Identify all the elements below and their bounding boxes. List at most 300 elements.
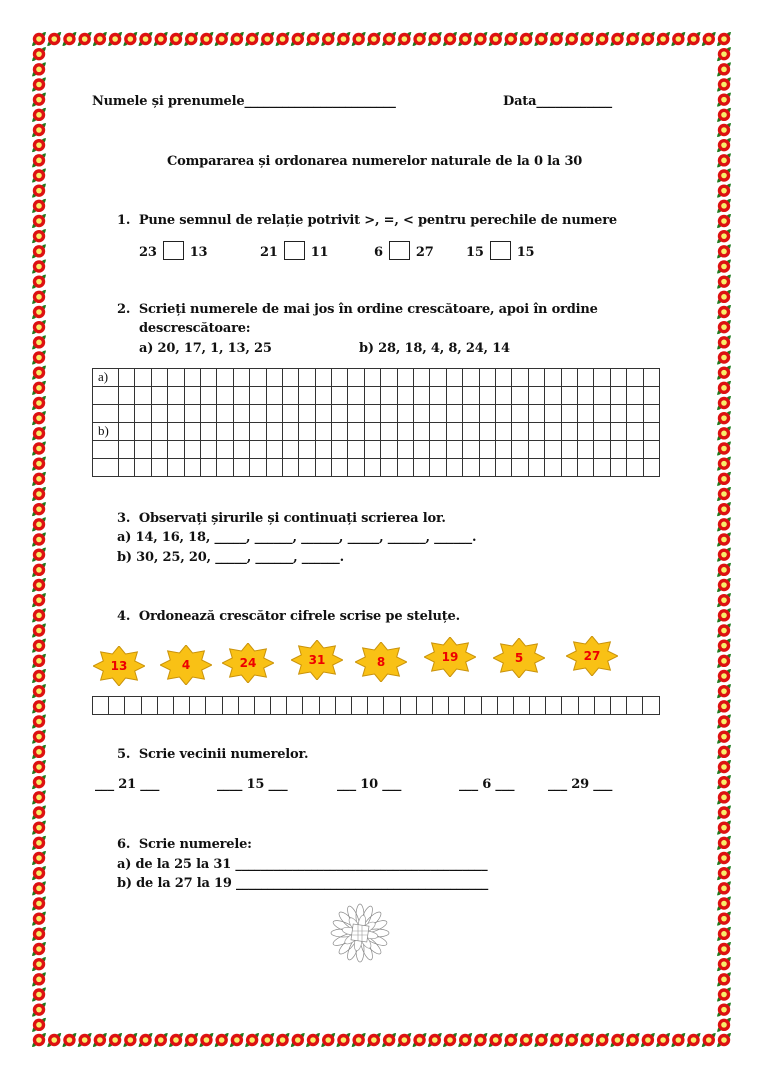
grid-cell[interactable] xyxy=(315,459,331,477)
grid-cell[interactable] xyxy=(594,387,610,405)
grid-cell[interactable] xyxy=(190,697,206,715)
grid-cell[interactable] xyxy=(594,405,610,423)
grid-cell[interactable] xyxy=(282,405,298,423)
grid-cell[interactable] xyxy=(479,423,495,441)
grid-cell[interactable] xyxy=(512,387,528,405)
grid-cell[interactable] xyxy=(479,441,495,459)
grid-cell[interactable] xyxy=(151,387,167,405)
grid-label[interactable]: a) xyxy=(93,369,119,387)
grid-cell[interactable] xyxy=(546,697,562,715)
flower-icon xyxy=(717,472,731,486)
grid-cell[interactable] xyxy=(594,369,610,387)
grid-cell[interactable] xyxy=(151,423,167,441)
flower-icon xyxy=(717,335,731,349)
grid-cell[interactable] xyxy=(315,405,331,423)
grid-cell[interactable] xyxy=(528,441,544,459)
answer-box[interactable] xyxy=(389,241,410,260)
grid-cell[interactable] xyxy=(562,697,578,715)
flower-icon xyxy=(717,563,731,577)
grid-cell[interactable] xyxy=(368,697,384,715)
grid-cell[interactable] xyxy=(397,441,413,459)
flower-icon xyxy=(717,654,731,668)
flower-icon xyxy=(717,957,731,971)
flower-icon xyxy=(702,32,716,46)
grid-cell[interactable] xyxy=(299,423,315,441)
grid-cell[interactable] xyxy=(643,369,659,387)
grid-cell[interactable] xyxy=(643,459,659,477)
neighbors-item[interactable]: ___ 6 ___ xyxy=(459,777,515,792)
grid-cell[interactable] xyxy=(151,441,167,459)
grid-cell[interactable] xyxy=(238,697,254,715)
grid-cell[interactable] xyxy=(119,423,135,441)
grid-cell[interactable] xyxy=(545,423,561,441)
grid-cell[interactable] xyxy=(446,405,462,423)
grid-cell[interactable] xyxy=(217,405,233,423)
grid-cell[interactable] xyxy=(200,387,216,405)
grid-cell[interactable] xyxy=(125,697,141,715)
ex3-sequence-a[interactable]: a) 14, 16, 18, _____, ______, ______, _____, ______, ______. xyxy=(117,530,477,545)
grid-cell[interactable] xyxy=(432,697,448,715)
grid-cell[interactable] xyxy=(217,441,233,459)
grid-cell[interactable] xyxy=(250,405,266,423)
grid-cell[interactable] xyxy=(446,387,462,405)
grid-cell[interactable] xyxy=(479,459,495,477)
flower-icon xyxy=(245,32,259,46)
pair-right: 27 xyxy=(415,245,434,260)
grid-cell[interactable] xyxy=(151,369,167,387)
pair-right: 13 xyxy=(189,245,208,260)
ex4-answer-grid[interactable] xyxy=(92,696,660,715)
grid-cell[interactable] xyxy=(479,369,495,387)
grid-cell[interactable] xyxy=(135,369,151,387)
grid-cell[interactable] xyxy=(200,405,216,423)
flower-icon xyxy=(717,411,731,425)
date-line[interactable]: ____________ xyxy=(536,94,612,109)
grid-cell[interactable] xyxy=(627,441,643,459)
grid-cell[interactable] xyxy=(250,459,266,477)
date-field[interactable] xyxy=(503,94,612,109)
grid-cell[interactable] xyxy=(446,441,462,459)
grid-cell[interactable] xyxy=(495,387,511,405)
grid-cell[interactable] xyxy=(335,697,351,715)
grid-cell[interactable] xyxy=(446,369,462,387)
neighbors-item[interactable]: ___ 21 ___ xyxy=(95,777,160,792)
grid-cell[interactable] xyxy=(446,459,462,477)
grid-cell[interactable] xyxy=(577,441,593,459)
grid-cell[interactable] xyxy=(348,441,364,459)
grid-cell[interactable] xyxy=(332,459,348,477)
grid-cell[interactable] xyxy=(93,441,119,459)
grid-cell[interactable] xyxy=(93,459,119,477)
grid-cell[interactable] xyxy=(151,405,167,423)
grid-cell[interactable] xyxy=(332,387,348,405)
grid-cell[interactable] xyxy=(430,459,446,477)
grid-cell[interactable] xyxy=(512,459,528,477)
grid-cell[interactable] xyxy=(119,459,135,477)
flower-icon xyxy=(32,260,46,274)
ex6-range-b[interactable]: b) de la 27 la 19 ________________________________________ xyxy=(117,876,489,891)
grid-cell[interactable] xyxy=(463,387,479,405)
grid-cell[interactable] xyxy=(528,459,544,477)
flower-icon xyxy=(687,1033,701,1047)
grid-cell[interactable] xyxy=(119,387,135,405)
grid-cell[interactable] xyxy=(610,423,626,441)
grid-cell[interactable] xyxy=(315,387,331,405)
grid-cell[interactable] xyxy=(610,369,626,387)
grid-cell[interactable] xyxy=(430,369,446,387)
grid-cell[interactable] xyxy=(397,405,413,423)
grid-cell[interactable] xyxy=(528,423,544,441)
grid-cell[interactable] xyxy=(315,423,331,441)
grid-cell[interactable] xyxy=(610,405,626,423)
grid-cell[interactable] xyxy=(332,423,348,441)
neighbors-item[interactable]: ____ 15 ___ xyxy=(217,777,288,792)
flower-icon xyxy=(352,1033,366,1047)
grid-cell[interactable] xyxy=(200,423,216,441)
grid-cell[interactable] xyxy=(332,405,348,423)
grid-cell[interactable] xyxy=(250,423,266,441)
flower-icon xyxy=(717,47,731,61)
grid-cell[interactable] xyxy=(397,423,413,441)
grid-cell[interactable] xyxy=(463,369,479,387)
grid-cell[interactable] xyxy=(627,369,643,387)
grid-cell[interactable] xyxy=(627,423,643,441)
grid-cell[interactable] xyxy=(512,423,528,441)
grid-cell[interactable] xyxy=(495,459,511,477)
grid-cell[interactable] xyxy=(610,459,626,477)
grid-cell[interactable] xyxy=(495,369,511,387)
flower-icon xyxy=(32,639,46,653)
flower-icon xyxy=(47,1033,61,1047)
grid-cell[interactable] xyxy=(141,697,157,715)
grid-cell[interactable] xyxy=(233,459,249,477)
grid-cell[interactable] xyxy=(315,441,331,459)
grid-cell[interactable] xyxy=(545,441,561,459)
grid-cell[interactable] xyxy=(446,423,462,441)
grid-cell[interactable] xyxy=(384,697,400,715)
grid-cell[interactable] xyxy=(643,697,659,715)
grid-cell[interactable] xyxy=(217,387,233,405)
grid-cell[interactable] xyxy=(282,387,298,405)
grid-cell[interactable] xyxy=(430,405,446,423)
grid-cell[interactable] xyxy=(119,405,135,423)
grid-cell[interactable] xyxy=(217,369,233,387)
grid-cell[interactable] xyxy=(400,697,416,715)
grid-cell[interactable] xyxy=(168,423,184,441)
grid-cell[interactable] xyxy=(93,387,119,405)
grid-row xyxy=(93,459,660,477)
grid-cell[interactable] xyxy=(168,387,184,405)
grid-cell[interactable] xyxy=(463,459,479,477)
grid-cell[interactable] xyxy=(266,405,282,423)
grid-cell[interactable] xyxy=(348,369,364,387)
grid-cell[interactable] xyxy=(513,697,529,715)
grid-cell[interactable] xyxy=(610,441,626,459)
grid-cell[interactable] xyxy=(530,697,546,715)
grid-cell[interactable] xyxy=(233,423,249,441)
flower-icon xyxy=(382,1033,396,1047)
grid-cell[interactable] xyxy=(364,441,380,459)
flower-icon xyxy=(717,169,731,183)
grid-cell[interactable] xyxy=(561,387,577,405)
grid-cell[interactable] xyxy=(352,697,368,715)
grid-cell[interactable] xyxy=(364,405,380,423)
grid-cell[interactable] xyxy=(250,369,266,387)
flower-icon xyxy=(32,578,46,592)
grid-cell[interactable] xyxy=(512,441,528,459)
flower-icon xyxy=(717,775,731,789)
grid-cell[interactable] xyxy=(416,697,432,715)
grid-cell[interactable] xyxy=(364,423,380,441)
grid-cell[interactable] xyxy=(497,697,513,715)
grid-cell[interactable] xyxy=(254,697,270,715)
grid-cell[interactable] xyxy=(282,441,298,459)
grid-cell[interactable] xyxy=(348,459,364,477)
grid-cell[interactable] xyxy=(495,423,511,441)
grid-cell[interactable] xyxy=(287,697,303,715)
ex6-heading xyxy=(117,837,252,852)
grid-cell[interactable] xyxy=(594,441,610,459)
flower-icon xyxy=(32,730,46,744)
grid-cell[interactable] xyxy=(184,369,200,387)
grid-cell[interactable] xyxy=(173,697,189,715)
flower-icon xyxy=(717,608,731,622)
grid-cell[interactable] xyxy=(561,441,577,459)
grid-cell[interactable] xyxy=(364,459,380,477)
grid-cell[interactable] xyxy=(414,441,430,459)
grid-cell[interactable] xyxy=(348,387,364,405)
grid-cell[interactable] xyxy=(266,387,282,405)
grid-cell[interactable] xyxy=(381,459,397,477)
grid-cell[interactable] xyxy=(315,369,331,387)
grid-cell[interactable] xyxy=(463,405,479,423)
grid-cell[interactable] xyxy=(332,369,348,387)
grid-cell[interactable] xyxy=(414,369,430,387)
grid-cell[interactable] xyxy=(479,405,495,423)
grid-cell[interactable] xyxy=(250,441,266,459)
grid-cell[interactable] xyxy=(135,387,151,405)
grid-cell[interactable] xyxy=(577,387,593,405)
grid-cell[interactable] xyxy=(594,423,610,441)
grid-cell[interactable] xyxy=(611,697,627,715)
grid-cell[interactable] xyxy=(561,405,577,423)
grid-cell[interactable] xyxy=(643,387,659,405)
grid-cell[interactable] xyxy=(577,423,593,441)
grid-cell[interactable] xyxy=(610,387,626,405)
grid-cell[interactable] xyxy=(250,387,266,405)
flower-icon xyxy=(717,548,731,562)
page-title: Compararea și ordonarea numerelor naturale de la 0 la 30 xyxy=(167,154,583,169)
grid-cell[interactable] xyxy=(135,459,151,477)
grid-cell[interactable] xyxy=(364,369,380,387)
grid-cell[interactable] xyxy=(627,459,643,477)
grid-cell[interactable] xyxy=(364,387,380,405)
answer-box[interactable] xyxy=(490,241,511,260)
grid-cell[interactable] xyxy=(168,405,184,423)
grid-cell[interactable] xyxy=(449,697,465,715)
grid-cell[interactable] xyxy=(594,459,610,477)
grid-cell[interactable] xyxy=(381,387,397,405)
grid-cell[interactable] xyxy=(577,459,593,477)
grid-cell[interactable] xyxy=(397,387,413,405)
ex3-number: 3. xyxy=(117,511,131,526)
grid-cell[interactable] xyxy=(414,423,430,441)
grid-cell[interactable] xyxy=(184,441,200,459)
grid-cell[interactable] xyxy=(233,387,249,405)
grid-cell[interactable] xyxy=(168,459,184,477)
grid-cell[interactable] xyxy=(479,387,495,405)
grid-cell[interactable] xyxy=(299,369,315,387)
grid-cell[interactable] xyxy=(430,423,446,441)
ex3-sequence-b[interactable]: b) 30, 25, 20, _____, ______, ______. xyxy=(117,550,344,565)
grid-cell[interactable] xyxy=(119,369,135,387)
grid-cell[interactable] xyxy=(222,697,238,715)
grid-label[interactable]: b) xyxy=(93,423,119,441)
grid-cell[interactable] xyxy=(561,423,577,441)
grid-cell[interactable] xyxy=(168,369,184,387)
grid-cell[interactable] xyxy=(266,369,282,387)
grid-cell[interactable] xyxy=(430,441,446,459)
grid-cell[interactable] xyxy=(299,459,315,477)
flower-icon xyxy=(671,1033,685,1047)
name-line[interactable]: ________________________ xyxy=(244,94,396,109)
flower-icon xyxy=(32,199,46,213)
grid-cell[interactable] xyxy=(119,441,135,459)
grid-cell[interactable] xyxy=(217,459,233,477)
grid-cell[interactable] xyxy=(577,369,593,387)
grid-cell[interactable] xyxy=(643,423,659,441)
ex6-range-a[interactable]: a) de la 25 la 31 ________________________________________ xyxy=(117,857,488,872)
grid-cell[interactable] xyxy=(381,369,397,387)
grid-cell[interactable] xyxy=(512,369,528,387)
grid-cell[interactable] xyxy=(561,369,577,387)
grid-cell[interactable] xyxy=(512,405,528,423)
grid-cell[interactable] xyxy=(348,423,364,441)
name-field[interactable] xyxy=(92,94,396,109)
flower-icon xyxy=(32,229,46,243)
grid-cell[interactable] xyxy=(381,405,397,423)
grid-cell[interactable] xyxy=(495,405,511,423)
grid-cell[interactable] xyxy=(627,387,643,405)
flower-icon xyxy=(245,1033,259,1047)
grid-cell[interactable] xyxy=(545,459,561,477)
grid-cell[interactable] xyxy=(578,697,594,715)
grid-cell[interactable] xyxy=(481,697,497,715)
grid-cell[interactable] xyxy=(528,405,544,423)
grid-cell[interactable] xyxy=(348,405,364,423)
grid-cell[interactable] xyxy=(266,423,282,441)
grid-cell[interactable] xyxy=(184,387,200,405)
ex2-writing-grid[interactable] xyxy=(92,368,660,477)
grid-cell[interactable] xyxy=(200,441,216,459)
grid-cell[interactable] xyxy=(545,405,561,423)
grid-cell[interactable] xyxy=(577,405,593,423)
flower-icon xyxy=(641,32,655,46)
grid-cell[interactable] xyxy=(627,405,643,423)
grid-cell[interactable] xyxy=(184,459,200,477)
flower-icon xyxy=(534,1033,548,1047)
grid-cell[interactable] xyxy=(299,441,315,459)
grid-cell[interactable] xyxy=(93,697,109,715)
grid-cell[interactable] xyxy=(299,405,315,423)
grid-cell[interactable] xyxy=(303,697,319,715)
grid-cell[interactable] xyxy=(282,369,298,387)
grid-cell[interactable] xyxy=(627,697,643,715)
neighbors-item[interactable]: ___ 10 ___ xyxy=(337,777,402,792)
grid-cell[interactable] xyxy=(135,441,151,459)
flower-icon xyxy=(717,639,731,653)
grid-cell[interactable] xyxy=(233,405,249,423)
grid-cell[interactable] xyxy=(282,459,298,477)
flower-icon xyxy=(717,426,731,440)
grid-cell[interactable] xyxy=(299,387,315,405)
flower-icon xyxy=(717,123,731,137)
grid-cell[interactable] xyxy=(397,369,413,387)
grid-cell[interactable] xyxy=(528,369,544,387)
flower-icon xyxy=(32,138,46,152)
grid-cell[interactable] xyxy=(319,697,335,715)
grid-cell[interactable] xyxy=(266,459,282,477)
grid-cell[interactable] xyxy=(381,441,397,459)
grid-cell[interactable] xyxy=(206,697,222,715)
grid-cell[interactable] xyxy=(528,387,544,405)
flower-icon xyxy=(32,426,46,440)
grid-cell[interactable] xyxy=(135,423,151,441)
grid-cell[interactable] xyxy=(282,423,298,441)
answer-box[interactable] xyxy=(284,241,305,260)
grid-cell[interactable] xyxy=(200,369,216,387)
grid-cell[interactable] xyxy=(397,459,413,477)
answer-box[interactable] xyxy=(163,241,184,260)
grid-cell[interactable] xyxy=(463,423,479,441)
grid-cell[interactable] xyxy=(381,423,397,441)
grid-cell[interactable] xyxy=(463,441,479,459)
flower-icon xyxy=(382,32,396,46)
grid-cell[interactable] xyxy=(233,441,249,459)
grid-cell[interactable] xyxy=(414,405,430,423)
grid-cell[interactable] xyxy=(217,423,233,441)
grid-cell[interactable] xyxy=(465,697,481,715)
grid-cell[interactable] xyxy=(414,459,430,477)
grid-cell[interactable] xyxy=(332,441,348,459)
grid-cell[interactable] xyxy=(200,459,216,477)
grid-cell[interactable] xyxy=(157,697,173,715)
grid-cell[interactable] xyxy=(135,405,151,423)
grid-cell[interactable] xyxy=(561,459,577,477)
grid-cell[interactable] xyxy=(266,441,282,459)
grid-cell[interactable] xyxy=(545,369,561,387)
grid-cell[interactable] xyxy=(184,405,200,423)
grid-cell[interactable] xyxy=(643,405,659,423)
grid-cell[interactable] xyxy=(594,697,610,715)
grid-cell[interactable] xyxy=(109,697,125,715)
grid-cell[interactable] xyxy=(271,697,287,715)
grid-cell[interactable] xyxy=(151,459,167,477)
grid-cell[interactable] xyxy=(233,369,249,387)
grid-cell[interactable] xyxy=(495,441,511,459)
grid-cell[interactable] xyxy=(643,441,659,459)
neighbors-item[interactable]: ___ 29 ___ xyxy=(548,777,613,792)
grid-cell[interactable] xyxy=(168,441,184,459)
grid-cell[interactable] xyxy=(414,387,430,405)
flower-icon xyxy=(230,32,244,46)
grid-cell[interactable] xyxy=(545,387,561,405)
grid-cell[interactable] xyxy=(93,405,119,423)
flower-icon xyxy=(717,836,731,850)
grid-cell[interactable] xyxy=(430,387,446,405)
flower-icon xyxy=(215,1033,229,1047)
grid-cell[interactable] xyxy=(184,423,200,441)
